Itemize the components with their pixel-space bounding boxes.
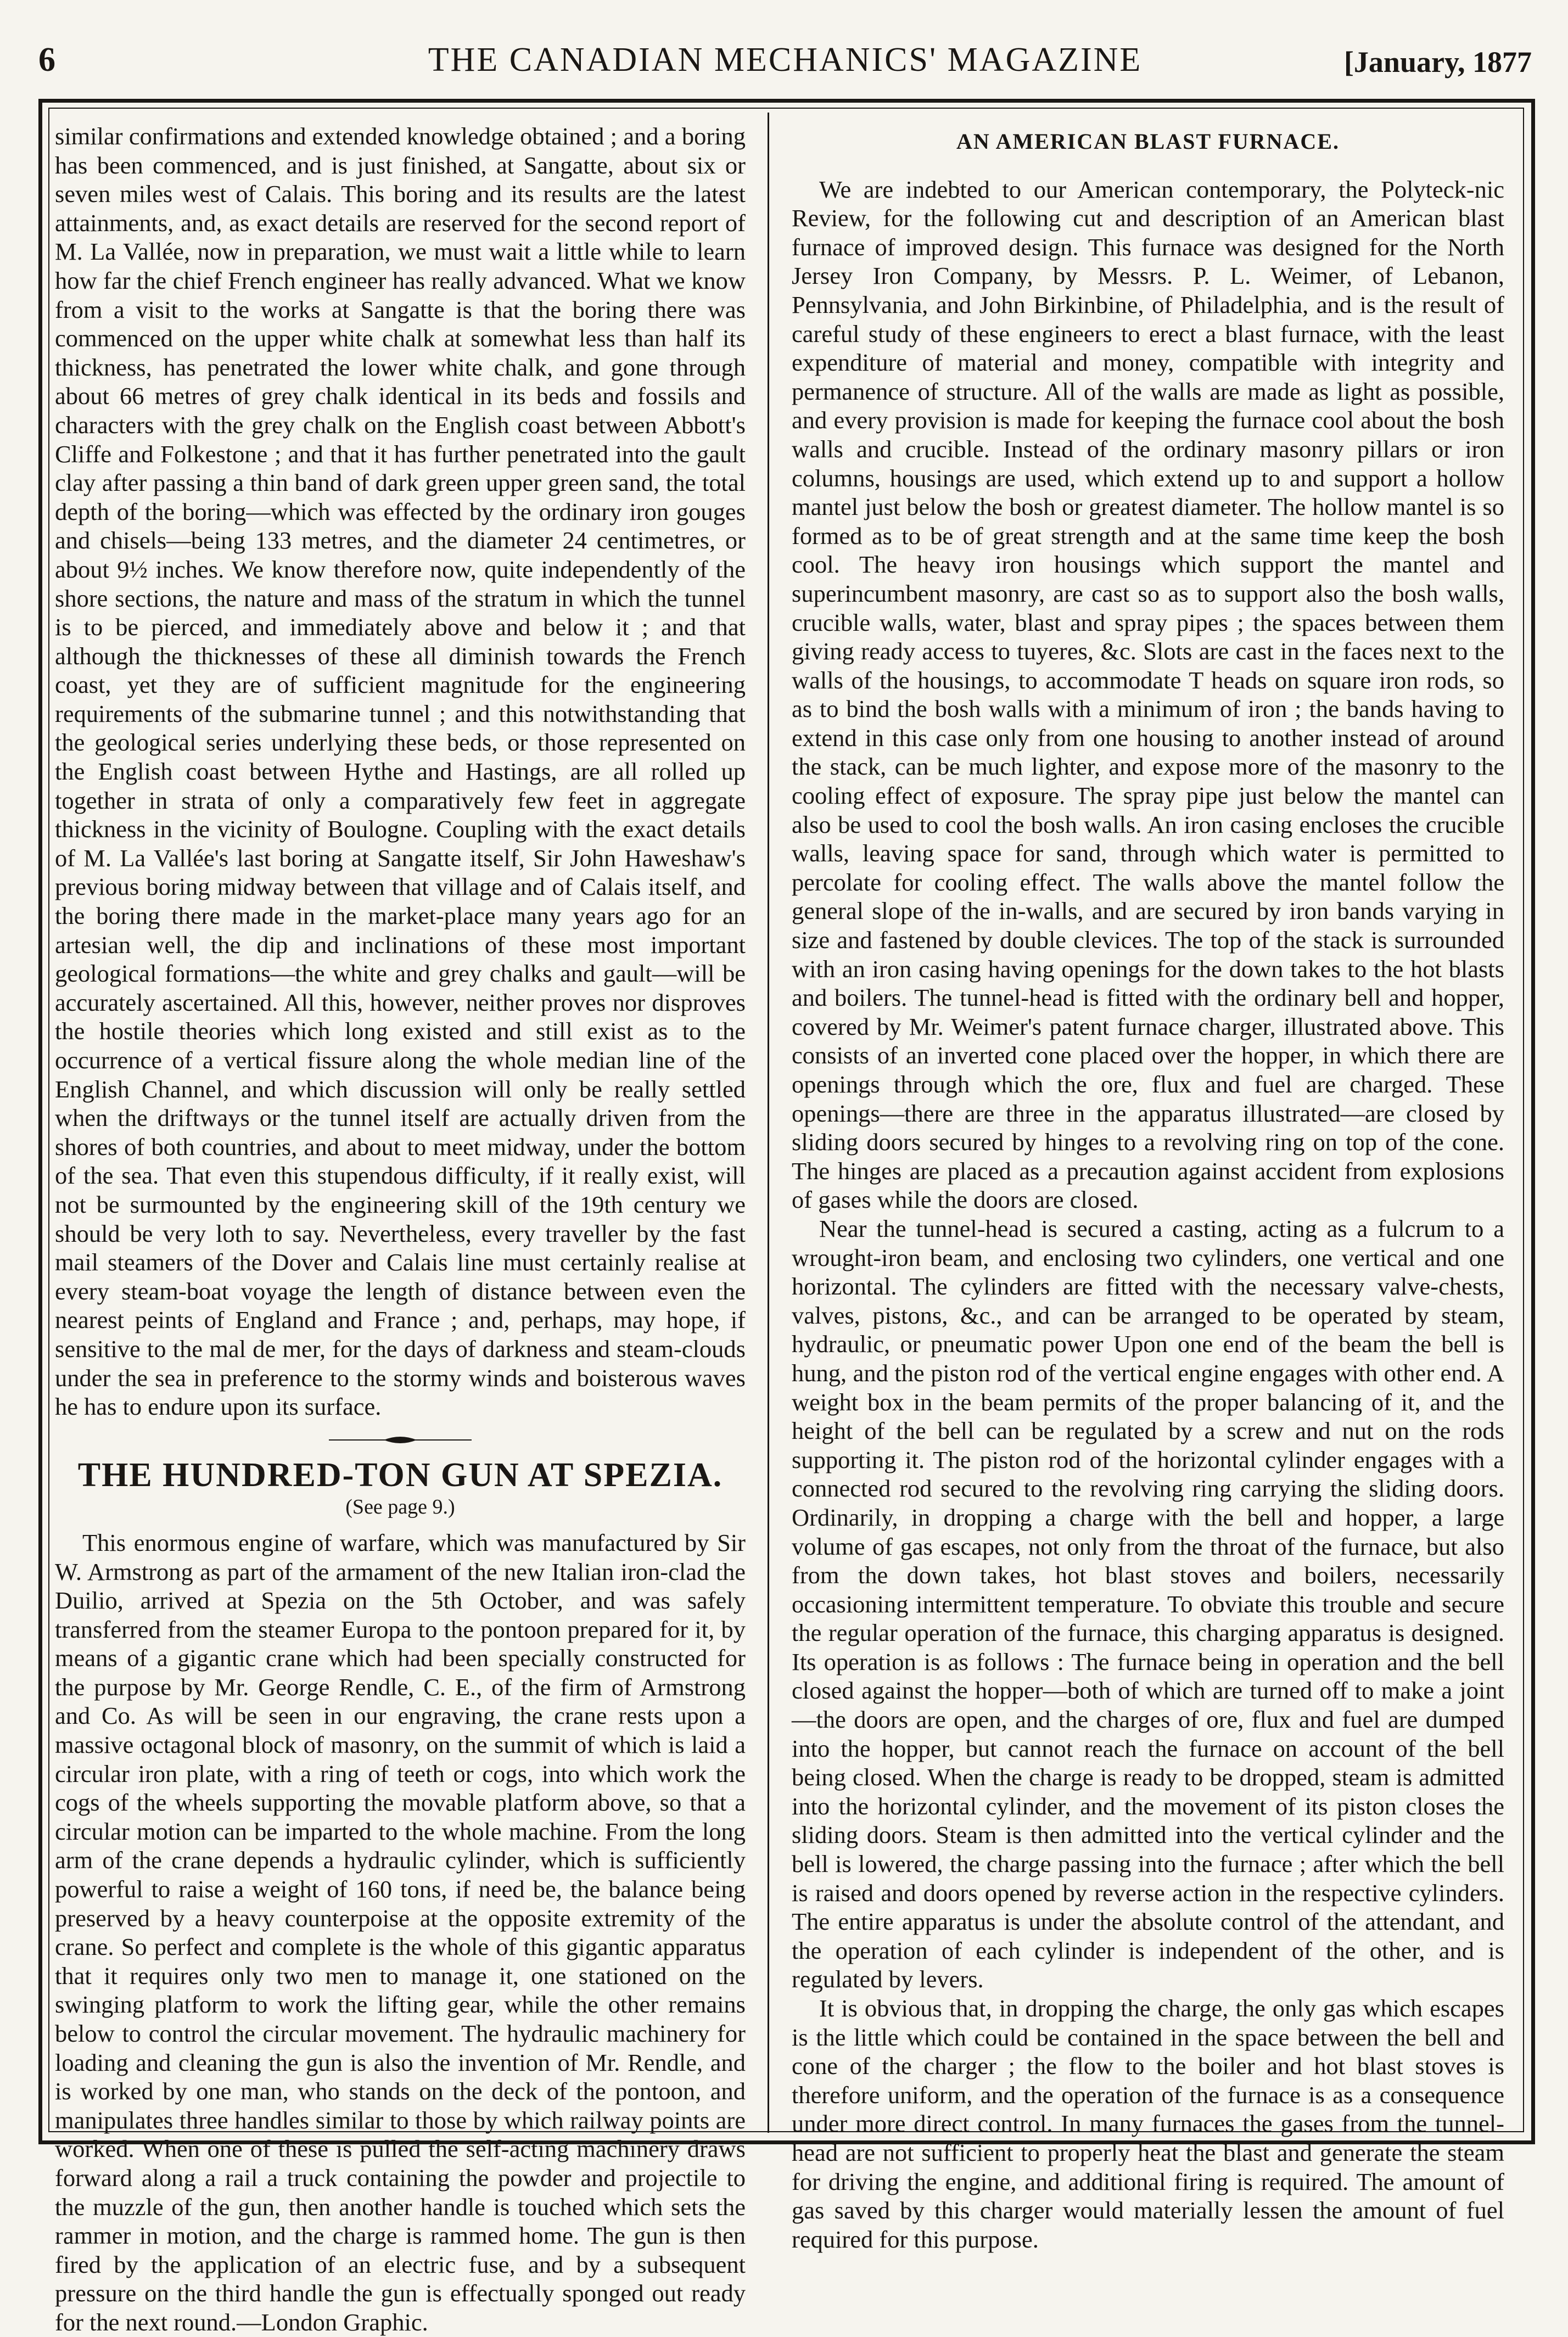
issue-date: [January, 1877	[1343, 46, 1532, 79]
right-column	[792, 122, 1504, 2254]
blast-furnace-paragraph-3: It is obvious that, in dropping the charge, the only gas which escapes is the little which could be contained in the space between the bell and cone of the charger ; the flow to the boiler and hot blast stoves is therefore uniform, and the operation of the furnace is as a consequence under more direct control. In many furnaces the gases from the tunnel-head are not sufficient to properly heat the blast and generate the steam for driving the engine, and additional firing is required. The amount of gas saved by this charger would materially lessen the amount of fuel required for this purpose.	[792, 1994, 1504, 2253]
see-page-note: (See page 9.)	[345, 1495, 455, 1519]
section-ornament	[55, 1434, 746, 1445]
blast-furnace-paragraph-2: Near the tunnel-head is secured a casting, acting as a fulcrum to a wrought-iron beam, and enclosing two cylinders, one vertical and one horizontal. The cylinders are fitted with the necessary valve-chests, valves, pistons, &c., and can be arranged to be operated by steam, hydraulic, or pneumatic power Upon one end of the beam the bell is hung, and the piston rod of the vertical engine engages with other end. A weight box in the beam permits of the proper balancing of it, and the height of the bell can be regulated by a screw and nut on the rods supporting it. The piston rod of the horizontal cylinder engages with a connected rod secured to the revolving ring carrying the sliding doors. Ordinarily, in dropping a charge with the bell and hopper, a large volume of gas escapes, not only from the throat of the furnace, but also from the down takes, hot blast stoves and boilers, necessarily occasioning intermittent temperature. To obviate this trouble and secure the regular operation of the furnace, this charging apparatus is designed. Its operation is as follows : The furnace being in operation and the bell closed against the hopper—both of which are turned off to make a joint —the doors are open, and the charges of ore, flux and fuel are dumped into the hopper, but cannot reach the furnace on account of the bell being closed. When the charge is ready to be dropped, steam is admitted into the horizontal cylinder, and the movement of its piston closes the sliding doors. Steam is then admitted into the vertical cylinder and the bell is lowered, the charge passing into the furnace ; after which the bell is raised and doors opened by reverse action in the respective cylinders. The entire apparatus is under the absolute control of the attendant, and the operation of each cylinder is independent of the other, and is regulated by levers.	[792, 1214, 1504, 1993]
blast-furnace-paragraph-1: We are indebted to our American contemporary, the Polyteck-nic Review, for the following cut and description of an American blast furnace of improved design. This furnace was designed for the North Jersey Iron Company, by Messrs. P. L. Weimer, of Lebanon, Pennsylvania, and John Birkinbine, of Philadelphia, and is the result of careful study of these engineers to erect a blast furnace, with the least expenditure of material and money, compatible with integrity and permanence of structure. All of the walls are made as light as possible, and every provision is made for keeping the furnace cool about the bosh walls and crucible. Instead of the ordinary masonry pillars or iron columns, housings are used, which extend up to and support a hollow mantel just below the bosh or greatest diameter. The hollow mantel is so formed as to be of great strength and at the same time keep the bosh cool. The heavy iron housings which support the mantel and superincumbent masonry, are cast so as to support also the bosh walls, crucible walls, water, blast and spray pipes ; the spaces between them giving ready access to tuyeres, &c. Slots are cast in the faces next to the walls of the housings, to accommodate T heads on square iron rods, so as to bind the bosh walls with a minimum of iron ; the bands having to extend in this case only from one housing to another instead of around the stack, can be much lighter, and expose more of the masonry to the cooling effect of exposure. The spray pipe just below the mantel can also be used to cool the bosh walls. An iron casing encloses the crucible walls, leaving space for sand, through which water is permitted to percolate for cooling effect. The walls above the mantel follow the general slope of the in-walls, and are secured by iron bands varying in size and fastened by double clevices. The top of the stack is surrounded with an iron casing having openings for the down takes to the hot blasts and boilers. The tunnel-head is fitted with the ordinary bell and hopper, covered by Mr. Weimer's patent furnace charger, illustrated above. This consists of an inverted cone placed over the hopper, in which there are openings through which the ore, flux and fuel are charged. These openings—there are three in the apparatus illustrated—are closed by sliding doors secured by hinges to a revolving ring on top of the cone. The hinges are placed as a precaution against accident from explosions of gases while the doors are closed.	[792, 175, 1504, 1214]
left-column	[55, 122, 746, 2337]
gun-article-paragraph: This enormous engine of warfare, which was manufactured by Sir W. Armstrong as part of the armament of the new Italian iron-clad the Duilio, arrived at Spezia on the 5th October, and was safely transferred from the steamer Europa to the pontoon prepared for it, by means of a gigantic crane which had been specially constructed for the purpose by Mr. George Rendle, C. E., of the firm of Armstrong and Co. As will be seen in our engraving, the crane rests upon a massive octagonal block of masonry, on the summit of which is laid a circular iron plate, with a ring of teeth or cogs, into which work the cogs of the wheels supporting the movable platform above, so that a circular motion can be imparted to the whole machine. From the long arm of the crane depends a hydraulic cylinder, which is sufficiently powerful to raise a weight of 160 tons, if need be, the balance being preserved by a heavy counterpoise at the opposite extremity of the crane. So perfect and complete is the whole of this gigantic apparatus that it requires only two men to manage it, one stationed on the swinging platform to work the lifting gear, while the other remains below to control the circular movement. The hydraulic machinery for loading and cleaning the gun is also the invention of Mr. Rendle, and is worked by one man, who stands on the deck of the pontoon, and manipulates three handles similar to those by which railway points are worked. When one of these is pulled the self-acting machinery draws forward along a rail a truck containing the powder and projectile to the muzzle of the gun, then another handle is touched which sets the rammer in motion, and the charge is rammed home. The gun is then fired by the application of an electric fuse, and by a subsequent pressure on the third handle the gun is effectually sponged out ready for the next round.—London Graphic.	[55, 1528, 746, 2336]
column-divider	[768, 113, 769, 2133]
gun-article-title: THE HUNDRED-TON GUN AT SPEZIA.	[77, 1456, 723, 1494]
channel-tunnel-paragraph: similar confirmations and extended knowledge obtained ; and a boring has been commenced, and is just finished, at Sangatte, about six or seven miles west of Calais. This boring and its results are the latest attainments, and, as exact details are reserved for the second report of M. La Vallée, now in preparation, we must wait a little while to learn how far the chief French engineer has really advanced. What we know from a visit to the works at Sangatte is that the boring there was commenced on the upper white chalk at somewhat less than half its thickness, has penetrated the lower white chalk, and gone through about 66 metres of grey chalk identical in its beds and fossils and characters with the grey chalk on the English coast between Abbott's Cliffe and Folkestone ; and that it has further penetrated into the gault clay after passing a thin band of dark green upper green sand, the total depth of the boring—which was effected by the ordinary iron gouges and chisels—being 133 metres, and the diameter 24 centimetres, or about 9½ inches. We know therefore now, quite independently of the shore sections, the nature and mass of the stratum in which the tunnel is to be pierced, and immediately above and below it ; and that although the thicknesses of these all diminish towards the French coast, yet they are of sufficient magnitude for the engineering requirements of the submarine tunnel ; and this notwithstanding that the geological series underlying these beds, or those represented on the English coast between Hythe and Hastings, are all rolled up together in strata of only a comparatively few feet in aggregate thickness in the vicinity of Boulogne. Coupling with the exact details of M. La Vallée's last boring at Sangatte itself, Sir John Haweshaw's previous boring midway between that village and of Calais itself, and the boring there made in the market-place many years ago for an artesian well, the dip and inclinations of these most important geological formations—the white and grey chalks and gault—will be accurately ascertained. All this, however, neither proves nor disproves the hostile theories which long existed and still exist as to the occurrence of a vertical fissure along the whole median line of the English Channel, and which discussion will only be really settled when the driftways or the tunnel itself are actually driven from the shores of both countries, and about to meet midway, under the bottom of the sea. That even this stupendous difficulty, if it really exist, will not be surmounted by the engineering skill of the 19th century we should be very loth to say. Nevertheless, every traveller by the fast mail steamers of the Dover and Calais line must certainly realise at every steam-boat voyage the length of distance between even the nearest peints of England and France ; and, perhaps, may hope, if sensitive to the mal de mer, for the days of darkness and steam-clouds under the sea in preference to the stormy winds and boisterous waves he has to endure upon its surface.	[55, 122, 746, 1421]
page-header	[38, 33, 1532, 93]
page-number: 6	[38, 41, 55, 79]
blast-furnace-title: AN AMERICAN BLAST FURNACE.	[956, 129, 1340, 154]
magazine-title: THE CANADIAN MECHANICS' MAGAZINE	[428, 41, 1143, 79]
